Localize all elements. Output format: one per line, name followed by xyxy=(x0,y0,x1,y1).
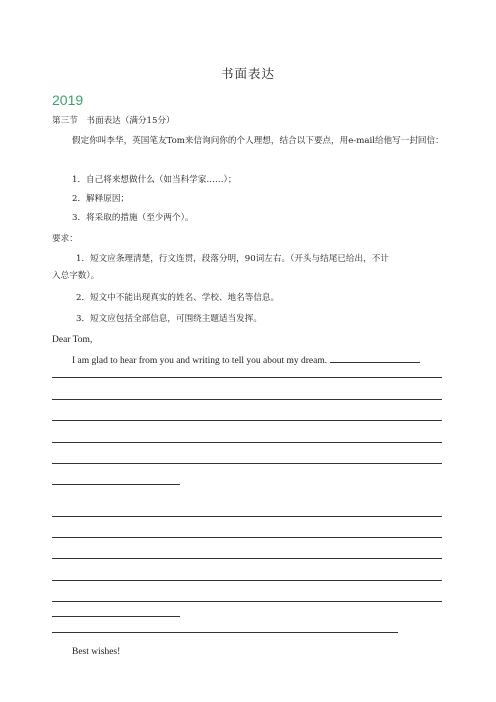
prompt-text: 假定你叫李华，英国笔友Tom来信询问你的个人理想，结合以下要点，用e-mail给他写一封回信： xyxy=(72,136,444,146)
letter-closing: Best wishes! xyxy=(72,647,121,657)
answer-blank-inline[interactable] xyxy=(330,362,420,363)
writing-line[interactable] xyxy=(52,601,442,602)
writing-line[interactable] xyxy=(52,377,442,378)
writing-line[interactable] xyxy=(52,537,442,538)
requirement-2: 2．短文中不能出现真实的姓名、学校、地名等信息。 xyxy=(76,293,280,303)
point-3: 3．将采取的措施（至少两个）。 xyxy=(72,213,194,223)
letter-greeting: Dear Tom, xyxy=(52,335,93,345)
writing-line[interactable] xyxy=(52,399,442,400)
writing-line-medium[interactable] xyxy=(52,632,398,633)
writing-line[interactable] xyxy=(52,463,442,464)
writing-line[interactable] xyxy=(52,516,442,517)
requirement-3: 3．短文应包括全部信息，可围绕主题适当发挥。 xyxy=(76,314,262,324)
writing-line[interactable] xyxy=(52,420,442,421)
letter-opening xyxy=(72,355,420,367)
year-label: 2019 xyxy=(52,92,84,108)
writing-line[interactable] xyxy=(52,558,442,559)
writing-line[interactable] xyxy=(52,580,442,581)
writing-line-short[interactable] xyxy=(52,484,180,485)
letter-opening-text: I am glad to hear from you and writing to tell you about my dream. xyxy=(72,356,328,366)
point-2: 2．解释原因； xyxy=(72,194,130,204)
requirement-1: 1．短文应条理清楚，行文连贯，段落分明，90词左右。（开头与结尾已给出，不计 xyxy=(76,254,389,264)
section-heading: 第三节 书面表达（满分15分） xyxy=(52,116,175,126)
page-title: 书面表达 xyxy=(220,66,275,81)
point-1: 1．自己将来想做什么（如当科学家……）； xyxy=(72,175,237,185)
writing-line[interactable] xyxy=(52,442,442,443)
requirements-label: 要求： xyxy=(52,234,78,244)
writing-line-short[interactable] xyxy=(52,616,180,617)
requirement-1-cont: 入总字数）。 xyxy=(52,271,100,281)
